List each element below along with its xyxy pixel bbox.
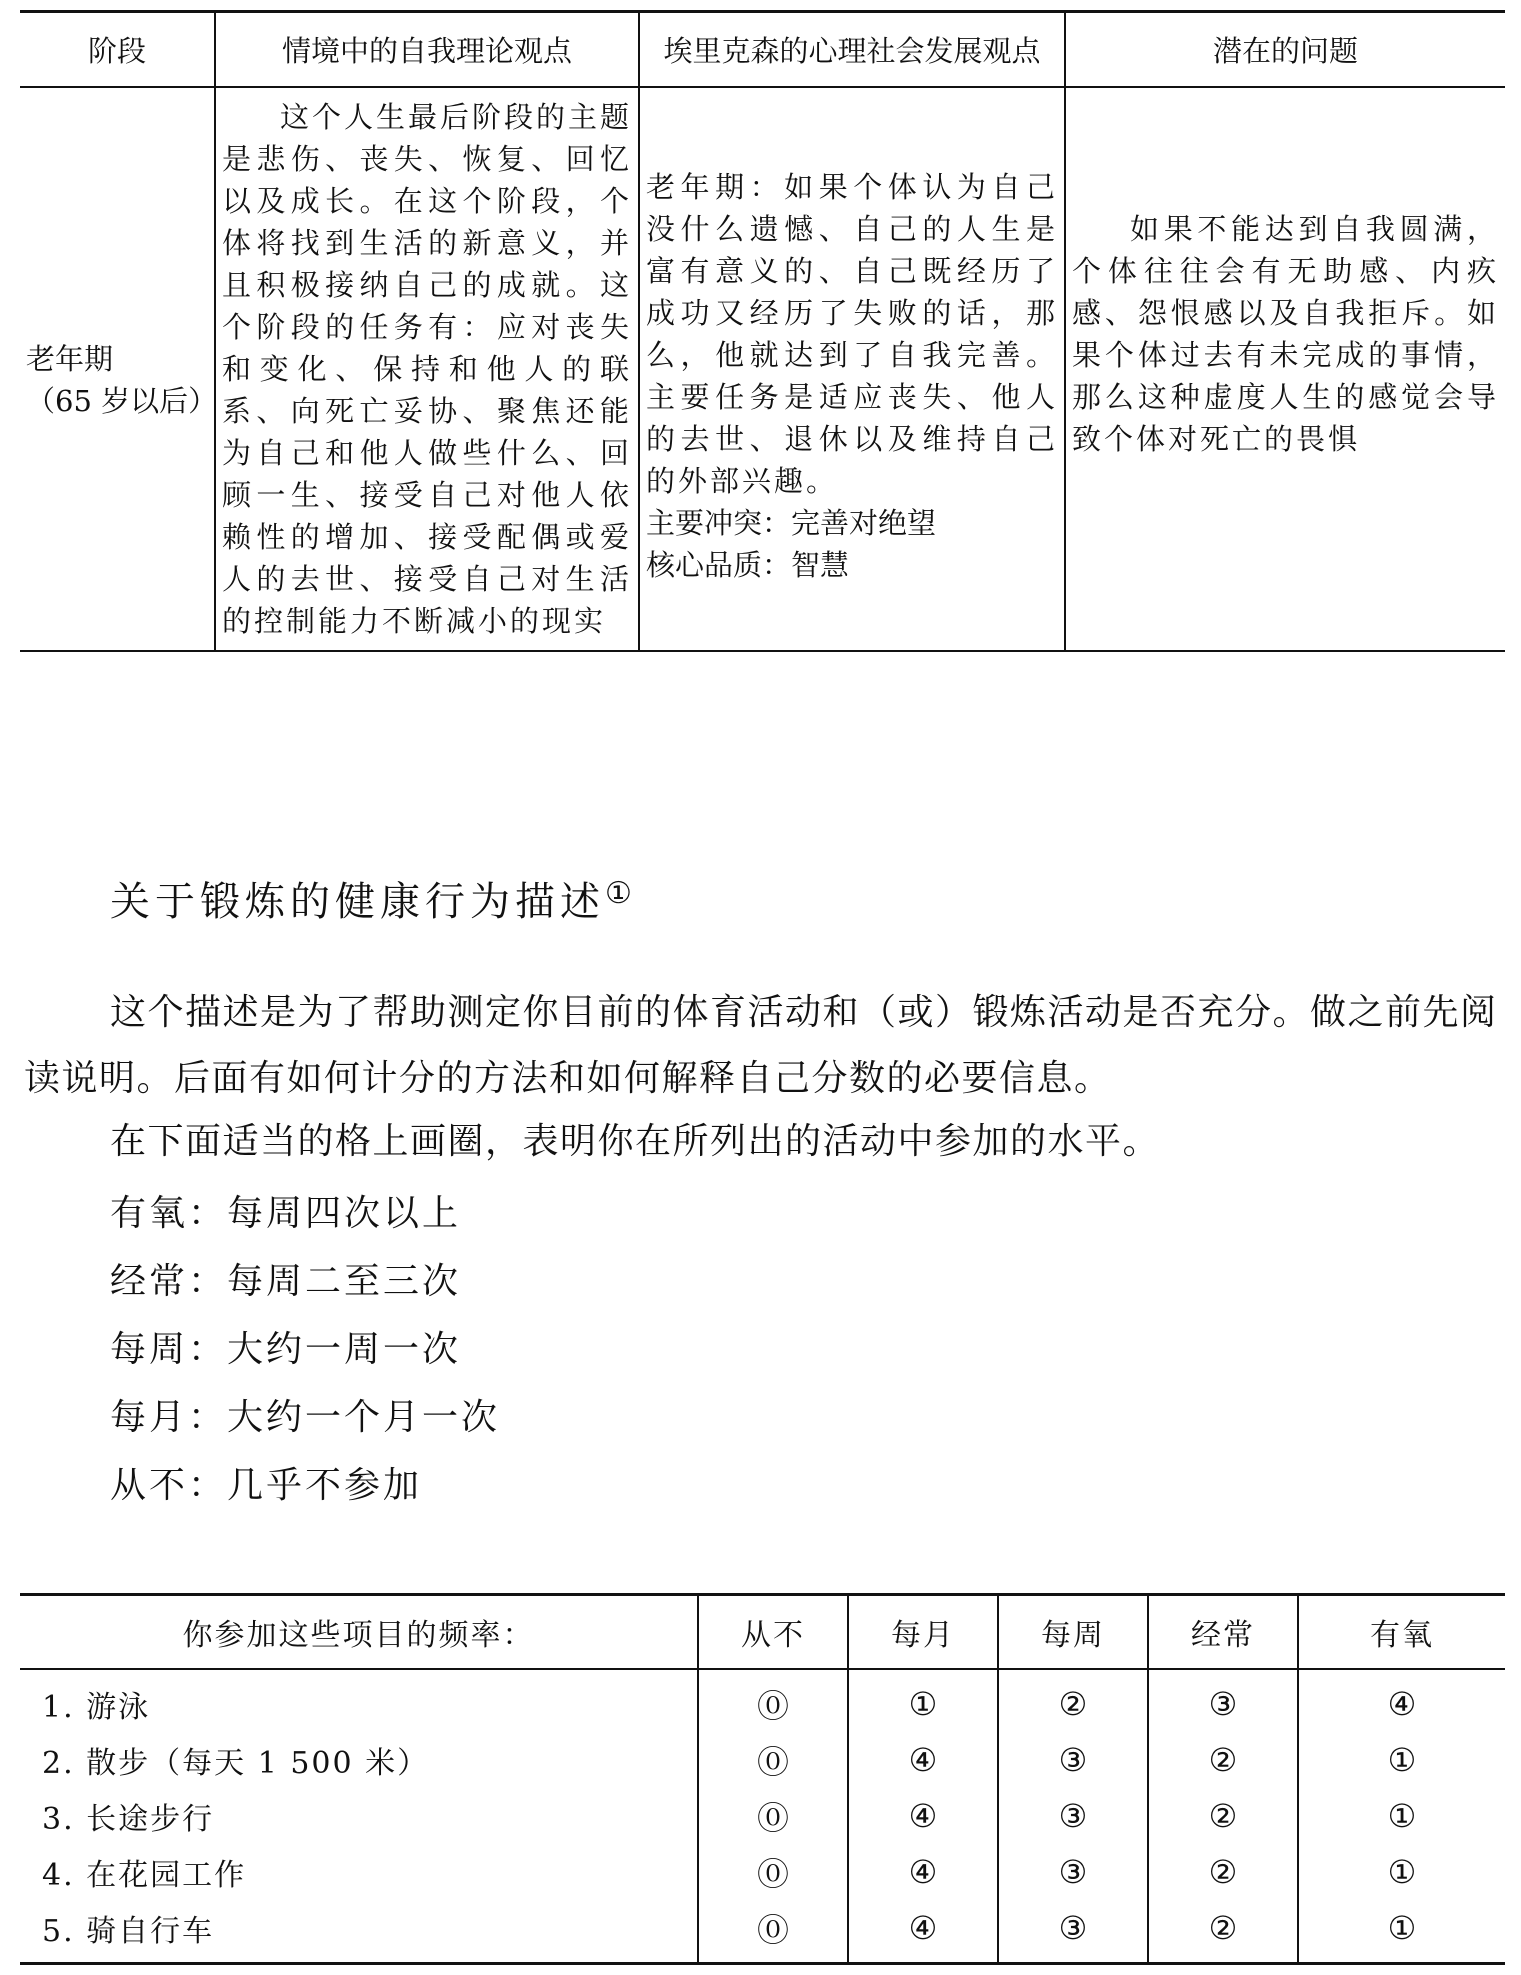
erikson-conflict: 主要冲突：完善对绝望 [646, 506, 937, 540]
frequency-table [20, 1593, 1505, 1965]
stage-table [20, 10, 1505, 652]
score-often[interactable]: ② [1148, 1844, 1298, 1900]
score-monthly[interactable]: ④ [848, 1732, 998, 1788]
header-problem: 潜在的问题 [1065, 12, 1505, 88]
section-title-text: 关于锻炼的健康行为描述 [110, 879, 605, 925]
definition-item: 每周：大约一周一次 [110, 1329, 462, 1370]
instruction-text: 在下面适当的格上画圈，表明你在所列出的活动中参加的水平。 [110, 1121, 1161, 1162]
score-monthly[interactable]: ④ [848, 1900, 998, 1964]
score-never[interactable]: ⓪ [698, 1788, 848, 1844]
score-often[interactable]: ③ [1148, 1669, 1298, 1732]
stage-age: （65 岁以后） [26, 384, 218, 418]
score-weekly[interactable]: ③ [998, 1844, 1148, 1900]
theory-cell [215, 87, 639, 651]
score-never[interactable]: ⓪ [698, 1669, 848, 1732]
definition-item: 每月：大约一个月一次 [110, 1397, 501, 1438]
table-row [20, 1669, 1505, 1732]
theory-text: 这个人生最后阶段的主题是悲伤、丧失、恢复、回忆以及成长。在这个阶段，个体将找到生活的新意义，并且积极接纳自己的成就。这个阶段的任务有：应对丧失和变化、保持和他人的联系、向死亡妥协、聚焦还能为自己和他人做些什么、回顾一生、接受自己对他人依赖性的增加、接受配偶或爱人的去世、接受自己对生活的控制能力不断减小的现实 [222, 100, 633, 638]
erikson-virtue: 核心品质：智慧 [646, 548, 850, 582]
score-monthly[interactable]: ④ [848, 1788, 998, 1844]
header-never: 从不 [698, 1595, 848, 1670]
table-row [20, 1788, 1505, 1844]
score-aerobic[interactable]: ① [1298, 1732, 1505, 1788]
intro-paragraph: 这个描述是为了帮助测定你目前的体育活动和（或）锻炼活动是否充分。做之前先阅读说明。后面有如何计分的方法和如何解释自己分数的必要信息。 [24, 992, 1498, 1099]
score-weekly[interactable]: ③ [998, 1788, 1148, 1844]
score-often[interactable]: ② [1148, 1900, 1298, 1964]
erikson-cell [639, 87, 1065, 651]
frequency-definitions [110, 1180, 500, 1520]
score-never[interactable]: ⓪ [698, 1732, 848, 1788]
stage-cell [20, 87, 218, 651]
activity-label: 4. 在花园工作 [42, 1858, 247, 1893]
score-aerobic[interactable]: ① [1298, 1900, 1505, 1964]
header-activity: 你参加这些项目的频率： [20, 1595, 698, 1670]
activity-label: 5. 骑自行车 [20, 1900, 698, 1964]
score-never[interactable]: ⓪ [698, 1900, 848, 1964]
score-weekly[interactable]: ③ [998, 1732, 1148, 1788]
score-monthly[interactable]: ① [848, 1669, 998, 1732]
erikson-text: 老年期：如果个体认为自己没什么遗憾、自己的人生是富有意义的、自己既经历了成功又经历了失败的话，那么，他就达到了自我完善。主要任务是适应丧失、他人的去世、退休以及维持自己的外部兴趣。 [646, 170, 1058, 498]
score-monthly[interactable]: ④ [848, 1844, 998, 1900]
header-often: 经常 [1148, 1595, 1298, 1670]
activity-label: 2. 散步（每天 1 500 米） [42, 1746, 430, 1781]
definition-item: 从不：几乎不参加 [110, 1465, 423, 1506]
activity-label: 1. 游泳 [42, 1690, 151, 1725]
section-title [110, 870, 632, 927]
header-stage: 阶段 [20, 12, 215, 88]
score-weekly[interactable]: ③ [998, 1900, 1148, 1964]
score-often[interactable]: ② [1148, 1788, 1298, 1844]
header-weekly: 每周 [998, 1595, 1148, 1670]
header-erikson: 埃里克森的心理社会发展观点 [639, 12, 1065, 88]
header-monthly: 每月 [848, 1595, 998, 1670]
stage-name: 老年期 [26, 342, 114, 376]
definition-item: 有氧：每周四次以上 [110, 1193, 462, 1234]
problem-cell [1065, 87, 1505, 651]
score-aerobic[interactable]: ④ [1298, 1669, 1505, 1732]
score-weekly[interactable]: ② [998, 1669, 1148, 1732]
activity-label: 3. 长途步行 [42, 1802, 215, 1837]
frequency-table-header-row [20, 1595, 1505, 1670]
score-often[interactable]: ② [1148, 1732, 1298, 1788]
stage-row-old-age [20, 87, 1505, 651]
problem-text: 如果不能达到自我圆满，个体往往会有无助感、内疚感、怨恨感以及自我拒斥。如果个体过去有未完成的事情，那么这种虚度人生的感觉会导致个体对死亡的畏惧 [1072, 212, 1499, 456]
stage-table-header-row [20, 12, 1505, 88]
table-row [20, 1844, 1505, 1900]
score-never[interactable]: ⓪ [698, 1844, 848, 1900]
header-theory: 情境中的自我理论观点 [215, 12, 639, 88]
header-aerobic: 有氧 [1298, 1595, 1505, 1670]
score-aerobic[interactable]: ① [1298, 1788, 1505, 1844]
footnote-marker[interactable]: ① [605, 876, 632, 911]
definition-item: 经常：每周二至三次 [110, 1261, 462, 1302]
score-aerobic[interactable]: ① [1298, 1844, 1505, 1900]
table-row [20, 1732, 1505, 1788]
table-row [20, 1900, 1505, 1964]
